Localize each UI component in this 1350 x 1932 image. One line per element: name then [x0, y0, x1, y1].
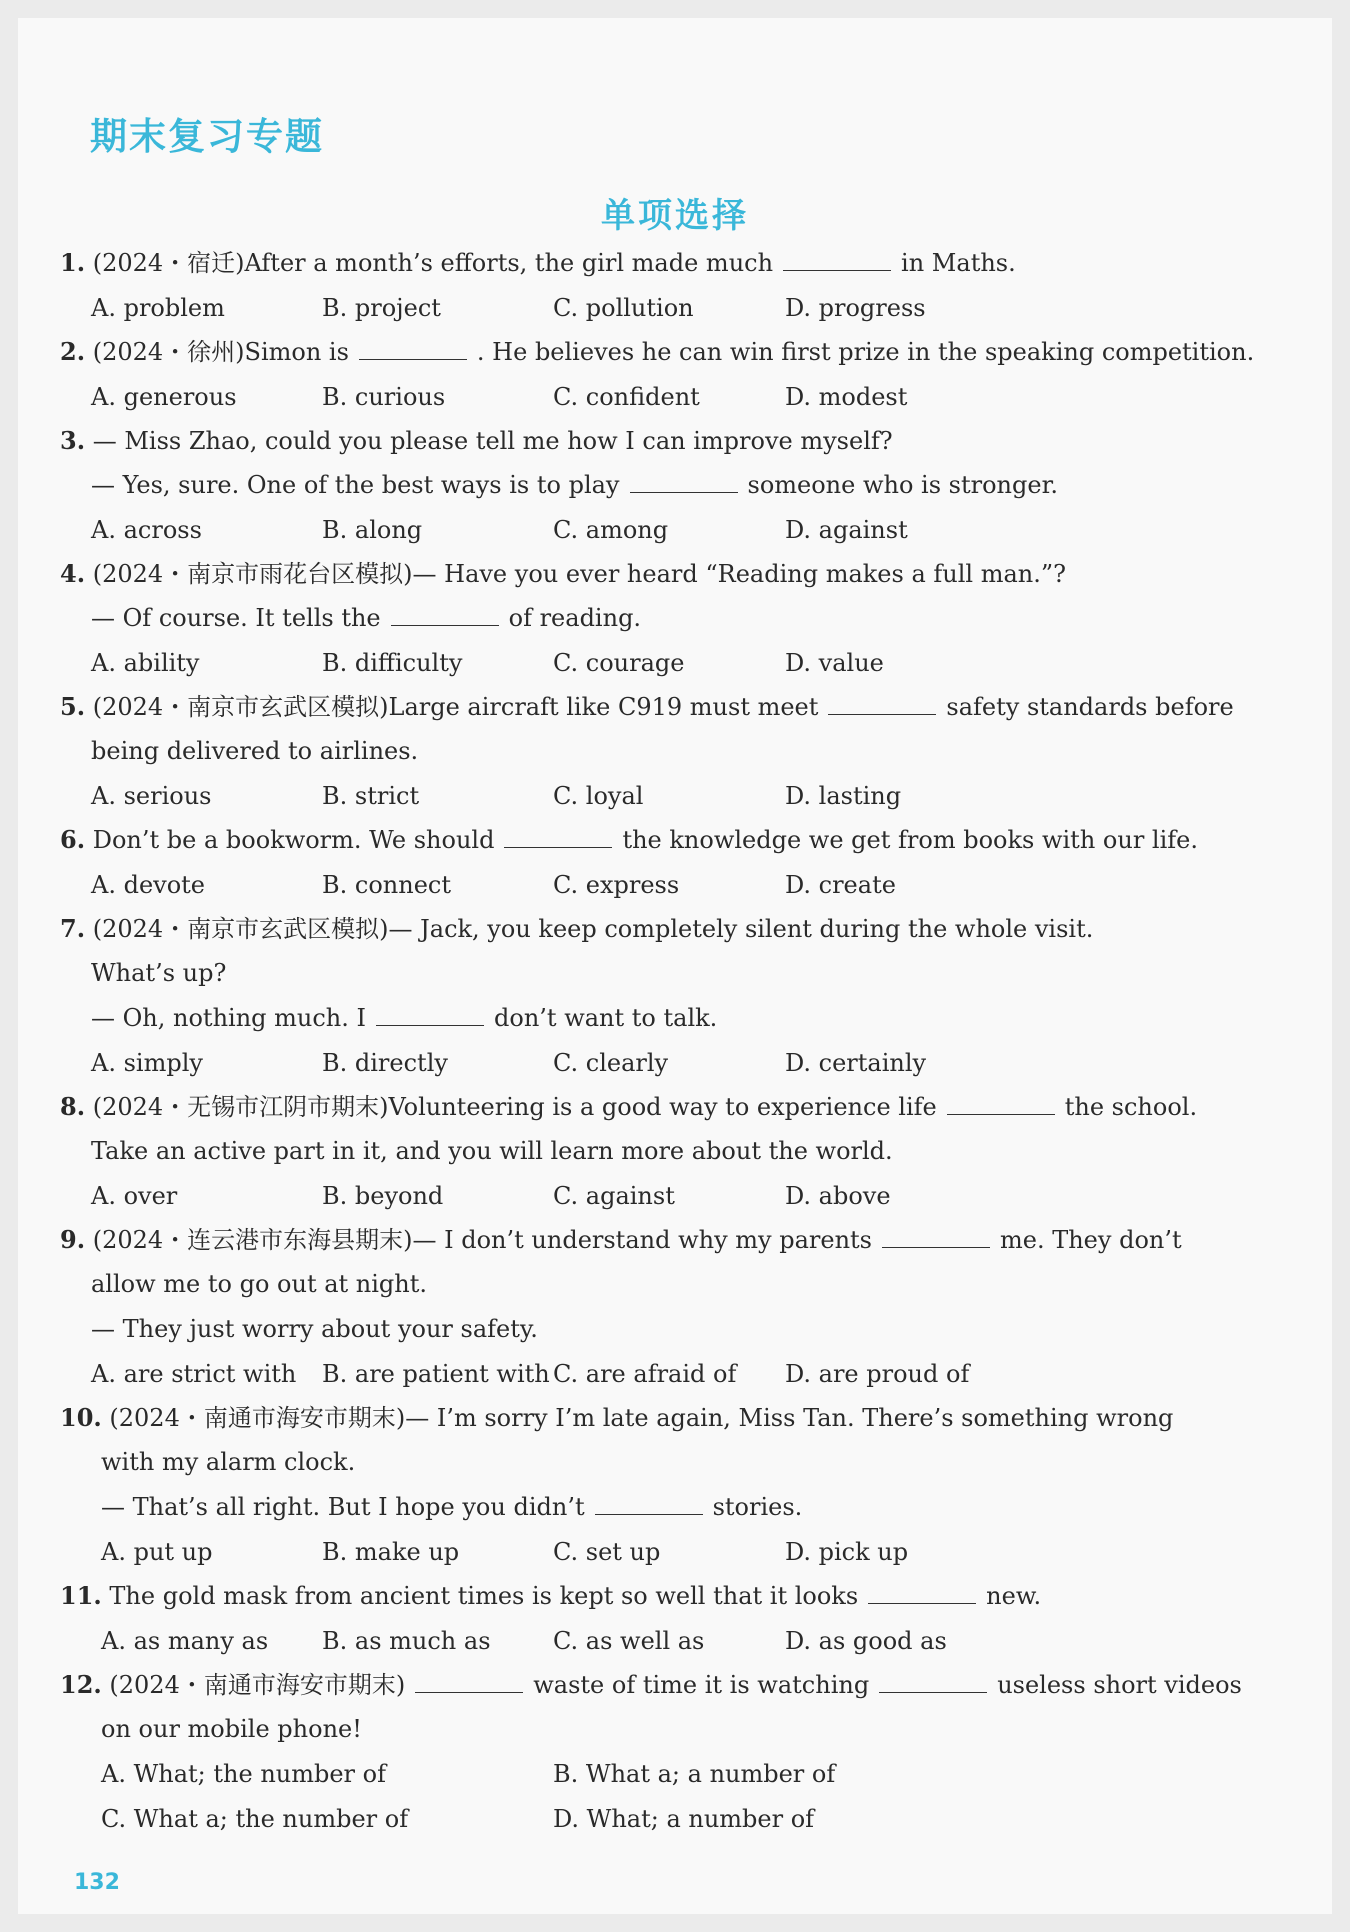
answer-blank[interactable] [391, 603, 499, 626]
option-d[interactable]: D. value [785, 649, 884, 677]
option-d[interactable]: D. progress [785, 294, 926, 322]
question-9-reply: — They just worry about your safety. [91, 1315, 538, 1343]
option-d[interactable]: D. pick up [785, 1538, 909, 1566]
option-a[interactable]: A. ability [91, 649, 200, 677]
answer-blank[interactable] [595, 1492, 703, 1515]
question-1: 1. (2024・宿迁)After a month’s efforts, the girl made much in Maths. [60, 248, 1016, 277]
answer-blank[interactable] [947, 1092, 1055, 1115]
option-c[interactable]: C. confident [553, 383, 700, 411]
option-d[interactable]: D. create [785, 871, 896, 899]
question-6: 6. Don’t be a bookworm. We should the knowledge we get from books with our life. [60, 825, 1198, 854]
page-title: 单项选择 [601, 196, 749, 236]
option-a[interactable]: A. put up [101, 1538, 213, 1566]
answer-blank[interactable] [882, 1225, 990, 1248]
option-d[interactable]: D. lasting [785, 782, 902, 810]
option-a[interactable]: A. devote [91, 871, 206, 899]
option-c[interactable]: C. pollution [553, 294, 694, 322]
page-number: 132 [74, 1870, 120, 1895]
answer-blank[interactable] [359, 337, 467, 360]
option-d[interactable]: D. against [785, 516, 908, 544]
question-2: 2. (2024・徐州)Simon is . He believes he can win first prize in the speaking competition. [60, 337, 1255, 366]
question-4: 4. (2024・南京市雨花台区模拟)— Have you ever heard “Reading makes a full man.”? [60, 559, 1067, 588]
option-b[interactable]: B. make up [322, 1538, 460, 1566]
section-header: 期末复习专题 [90, 115, 324, 158]
option-b[interactable]: B. directly [322, 1049, 448, 1077]
option-a[interactable]: A. generous [91, 383, 237, 411]
option-a[interactable]: A. simply [91, 1049, 203, 1077]
option-a[interactable]: A. problem [91, 294, 225, 322]
question-4-reply: — Of course. It tells the of reading. [91, 604, 642, 632]
question-9: 9. (2024・连云港市东海县期末)— I don’t understand why my parents me. They don’t [60, 1225, 1182, 1254]
page [18, 18, 1332, 1914]
question-3: 3. — Miss Zhao, could you please tell me how I can improve myself? [60, 426, 893, 455]
option-c[interactable]: C. clearly [553, 1049, 669, 1077]
option-a[interactable]: A. across [91, 516, 202, 544]
question-5-cont: being delivered to airlines. [91, 737, 419, 765]
option-c[interactable]: C. express [553, 871, 680, 899]
option-b[interactable]: B. difficulty [322, 649, 463, 677]
question-7-reply: — Oh, nothing much. I don’t want to talk. [91, 1004, 718, 1032]
option-c[interactable]: C. loyal [553, 782, 644, 810]
question-list [18, 18, 1332, 1914]
answer-blank[interactable] [415, 1670, 523, 1693]
option-c[interactable]: C. are afraid of [553, 1360, 737, 1388]
option-b[interactable]: B. strict [322, 782, 420, 810]
answer-blank[interactable] [630, 470, 738, 493]
option-d[interactable]: D. modest [785, 383, 908, 411]
option-d[interactable]: D. certainly [785, 1049, 927, 1077]
answer-blank[interactable] [868, 1581, 976, 1604]
option-b[interactable]: B. as much as [322, 1627, 491, 1655]
question-10-cont: with my alarm clock. [101, 1448, 356, 1476]
option-b[interactable]: B. curious [322, 383, 446, 411]
option-d[interactable]: D. What; a number of [553, 1805, 815, 1833]
question-8: 8. (2024・无锡市江阴市期末)Volunteering is a good way to experience life the school. [60, 1092, 1198, 1121]
option-d[interactable]: D. are proud of [785, 1360, 970, 1388]
question-7: 7. (2024・南京市玄武区模拟)— Jack, you keep completely silent during the whole visit. [60, 914, 1094, 943]
option-b[interactable]: B. beyond [322, 1182, 444, 1210]
answer-blank[interactable] [828, 692, 936, 715]
answer-blank[interactable] [504, 825, 612, 848]
option-b[interactable]: B. along [322, 516, 423, 544]
question-9-cont: allow me to go out at night. [91, 1270, 428, 1298]
option-c[interactable]: C. among [553, 516, 669, 544]
question-5: 5. (2024・南京市玄武区模拟)Large aircraft like C919 must meet safety standards before [60, 692, 1234, 721]
option-a[interactable]: A. over [91, 1182, 178, 1210]
option-a[interactable]: A. serious [91, 782, 212, 810]
question-12: 12. (2024・南通市海安市期末) waste of time it is watching useless short videos [60, 1670, 1242, 1699]
answer-blank[interactable] [879, 1670, 987, 1693]
option-b[interactable]: B. What a; a number of [553, 1760, 836, 1788]
question-3-reply: — Yes, sure. One of the best ways is to play someone who is stronger. [91, 471, 1059, 499]
option-a[interactable]: A. What; the number of [101, 1760, 386, 1788]
option-c[interactable]: C. as well as [553, 1627, 705, 1655]
question-10-reply: — That’s all right. But I hope you didn’t stories. [101, 1493, 803, 1521]
option-d[interactable]: D. as good as [785, 1627, 947, 1655]
option-b[interactable]: B. are patient with [322, 1360, 550, 1388]
question-10: 10. (2024・南通市海安市期末)— I’m sorry I’m late again, Miss Tan. There’s something wrong [60, 1403, 1174, 1432]
option-a[interactable]: A. are strict with [91, 1360, 297, 1388]
option-b[interactable]: B. connect [322, 871, 451, 899]
answer-blank[interactable] [783, 248, 891, 271]
option-b[interactable]: B. project [322, 294, 441, 322]
question-8-cont: Take an active part in it, and you will learn more about the world. [91, 1137, 893, 1165]
question-7-cont: What’s up? [91, 959, 227, 987]
question-11: 11. The gold mask from ancient times is kept so well that it looks new. [60, 1581, 1042, 1610]
option-c[interactable]: C. What a; the number of [101, 1805, 409, 1833]
option-d[interactable]: D. above [785, 1182, 891, 1210]
option-c[interactable]: C. against [553, 1182, 675, 1210]
option-c[interactable]: C. set up [553, 1538, 661, 1566]
question-12-cont: on our mobile phone! [101, 1715, 362, 1743]
answer-blank[interactable] [376, 1003, 484, 1026]
option-c[interactable]: C. courage [553, 649, 685, 677]
option-a[interactable]: A. as many as [101, 1627, 269, 1655]
